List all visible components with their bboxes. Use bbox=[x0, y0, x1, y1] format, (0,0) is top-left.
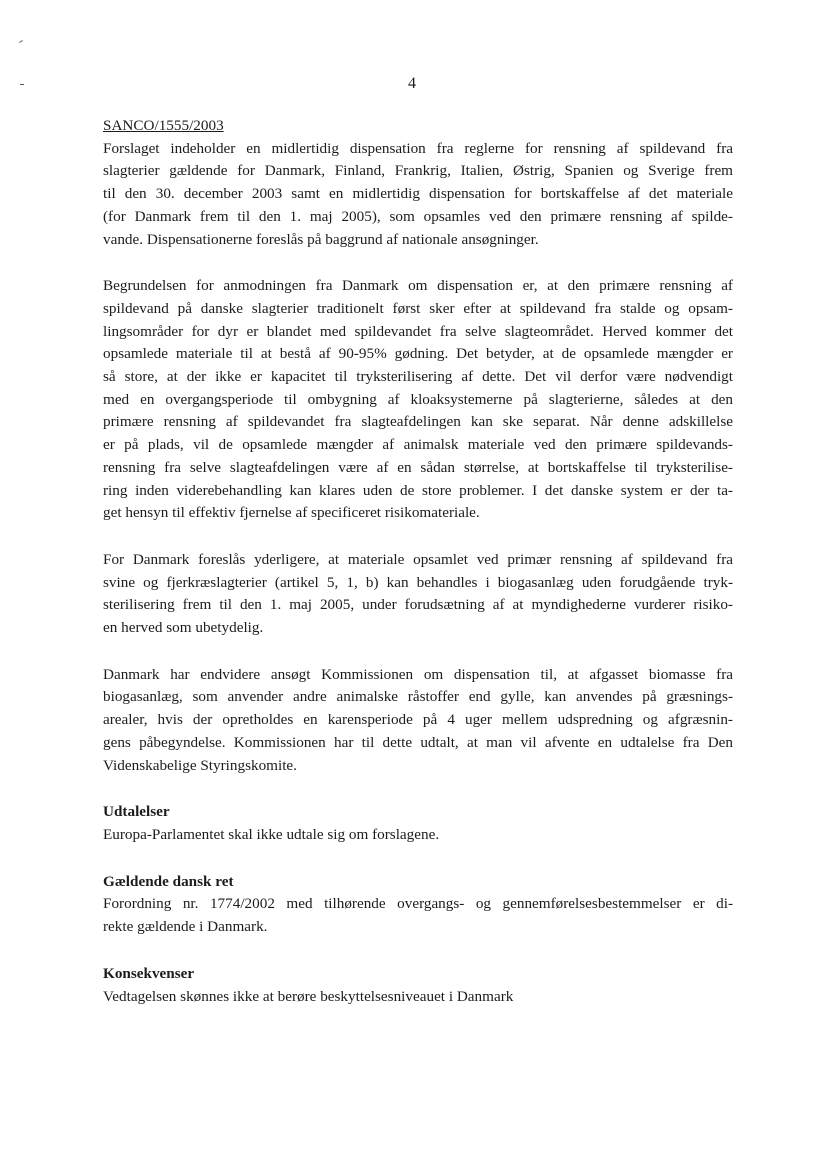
text-line: svine og fjerkræslagterier (artikel 5, 1, b) kan behandles i biogasanlæg uden forudgående tryk- bbox=[103, 573, 733, 591]
scan-speck bbox=[20, 84, 24, 85]
text-line: gens påbegyndelse. Kommissionen har til dette udtalt, at man vil afvente en udtalelse fra Den bbox=[103, 733, 733, 751]
text-line: Vedtagelsen skønnes ikke at berøre beskyttelsesniveauet i Danmark bbox=[103, 987, 514, 1005]
text-line: en herved som ubetydelig. bbox=[103, 619, 264, 637]
text-line: Videnskabelige Styringskomite. bbox=[103, 756, 297, 774]
text-line: (for Danmark frem til den 1. maj 2005), som opsamles ved den primære rensning af spilde- bbox=[103, 207, 733, 225]
text-line: er på plads, vil de opsamlede mængder af animalsk materiale ved den primære spildevands- bbox=[103, 436, 733, 454]
text-line: For Danmark foreslås yderligere, at materiale opsamlet ved primær rensning af spildevand fra bbox=[103, 550, 733, 568]
text-line: biogasanlæg, som anvender andre animalske råstoffer end gylle, kan anvendes på græsnings- bbox=[103, 688, 733, 706]
paragraph-justification bbox=[103, 275, 733, 525]
scan-speck bbox=[19, 40, 23, 43]
section-heading: Konsekvenser bbox=[103, 964, 195, 982]
section-heading: Udtalelser bbox=[103, 803, 170, 821]
text-line: rensning fra selve slagteafdelingen være af en sådan størrelse, at bortskaffelse til tryksterilise- bbox=[103, 458, 733, 476]
section-heading: Gældende dansk ret bbox=[103, 872, 234, 890]
text-line: slagterier gældende for Danmark, Finland, Frankrig, Italien, Østrig, Spanien og Sverige frem bbox=[103, 162, 733, 180]
paragraph-proposal bbox=[103, 138, 733, 252]
paragraph-biogas-request bbox=[103, 664, 733, 778]
text-line: primære rensning af spildevandet fra slagteafdelingen kan ske separat. Når denne adskillelse bbox=[103, 413, 733, 431]
text-line: opsamlede materiale til at bestå af 90-95% gødning. Det betyder, at de opsamlede mængder er bbox=[103, 345, 733, 363]
text-line: Begrundelsen for anmodningen fra Danmark om dispensation er, at den primære rensning af bbox=[103, 277, 733, 295]
text-line: arealer, hvis der opretholdes en karensperiode på 4 uger mellem udspredning og afgræsnin- bbox=[103, 711, 733, 729]
text-line: spildevand på danske slagterier traditionelt først sker efter at spildevand fra stalde og opsam- bbox=[103, 299, 733, 317]
document-body bbox=[103, 115, 733, 1032]
text-line: lingsområder for dyr er blandet med spildevandet fra selve slagteområdet. Herved kommer det bbox=[103, 322, 733, 340]
text-line: Europa-Parlamentet skal ikke udtale sig om forslagene. bbox=[103, 825, 440, 843]
text-line: til den 30. december 2003 samt en midlertidig dispensation for bortskaffelse af det materiale bbox=[103, 185, 733, 203]
text-line: get hensyn til effektiv fjernelse af specificeret risikomateriale. bbox=[103, 504, 480, 522]
text-line: med en overgangsperiode til ombygning af kloaksystemerne på slagterierne, således at den bbox=[103, 390, 733, 408]
text-line: sterilisering frem til den 1. maj 2005, under forudsætning af at myndighederne vurderer risiko- bbox=[103, 596, 733, 614]
document-reference: SANCO/1555/2003 bbox=[103, 117, 224, 134]
text-line: Forordning nr. 1774/2002 med tilhørende overgangs- og gennemførelsesbestemmelser er di- bbox=[103, 895, 733, 913]
text-line: så store, at der ikke er kapacitet til tryksterilisering af dette. Det vil derfor være nødvendigt bbox=[103, 368, 733, 386]
text-line: rekte gældende i Danmark. bbox=[103, 918, 268, 936]
section-consequences bbox=[103, 963, 733, 1008]
paragraph-further-proposal bbox=[103, 549, 733, 640]
text-line: Danmark har endvidere ansøgt Kommissionen om dispensation til, at afgasset biomasse fra bbox=[103, 665, 733, 683]
section-danish-law bbox=[103, 871, 733, 939]
text-line: vande. Dispensationerne foreslås på baggrund af nationale ansøgninger. bbox=[103, 230, 539, 248]
text-line: Forslaget indeholder en midlertidig dispensation fra reglerne for rensning af spildevand fra bbox=[103, 139, 733, 157]
page-number: 4 bbox=[408, 75, 416, 92]
text-line: ring inden viderebehandling kan klares uden de store problemer. I det danske system er der ta- bbox=[103, 481, 733, 499]
section-statements bbox=[103, 801, 733, 846]
